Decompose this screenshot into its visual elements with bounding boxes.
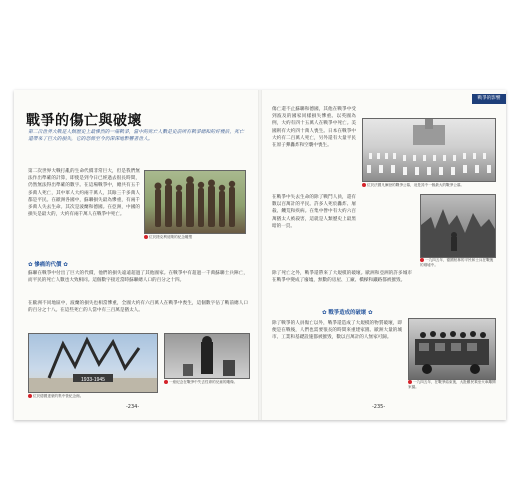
caption-bullet-icon	[362, 183, 366, 187]
star-icon: ✿	[28, 262, 35, 268]
body-paragraph-1: 第二次世界大戰打亂的生命代價非常巨大，但是我們無法作出準確的計算，即使是到今日已經過去很長時間，仍然無法得出準確的數字。在這場戰爭中，總共有五千多萬人死亡，其中軍人大約兩千萬人，其餘三千多萬人都是平民。在歐洲各國中，蘇聯損失最為慘重，有兩千多萬人失去生命。其次是波蘭和德國。在亞洲，中國的損失是最大的，大約有兩千萬人在戰爭中死亡。	[28, 169, 140, 218]
memorial-photo	[28, 333, 158, 393]
caption-train: 一九四五年，在戰爭結束後，大批難民乘坐火車離開家園。	[408, 380, 496, 389]
child-statue-photo	[164, 333, 250, 379]
caption-sculpture: 位於捷克利迪策的紀念雕塑	[144, 235, 246, 240]
cemetery-photo	[362, 118, 496, 182]
body-paragraph-2: 蘇聯在戰爭中付出了巨大的代價，他們的損失遠遠超過了其他國家。在戰爭中有超過一千萬蘇聯士兵陣亡，而平民的死亡人數也大致相同。這個數字接近當時蘇聯總人口的百分之十四。	[28, 271, 248, 284]
memorial-year-text: 1933-1945	[81, 377, 105, 383]
caption-cemetery: 位於法國凡爾登的戰爭公墓，這是其中一個最大的戰爭公墓。	[362, 183, 496, 188]
right-page-number: -235-	[372, 404, 386, 410]
left-page	[14, 90, 260, 420]
cemetery-image	[363, 119, 495, 181]
caption-bullet-icon	[144, 235, 148, 239]
section-heading-destruction: ✿ 戰爭造成的破壞 ✿	[322, 310, 373, 316]
caption-bullet-icon	[28, 394, 32, 398]
caption-memorial: 位於德國達豪的集中營紀念館。	[28, 394, 158, 399]
body-paragraph-r4: 除了戰爭的人員傷亡以外，戰爭還造成了大規模的物質破壞，即便是在戰後，人們也需要很長的時間來重建家園。歐洲大量的城市、工業和基礎設施都被摧毀，數以百萬計的人無家可歸。	[272, 321, 402, 341]
memorial-sculpture-image	[29, 334, 157, 392]
page-title: 戰爭的傷亡與破壞	[26, 113, 142, 129]
book-spread	[14, 90, 506, 420]
section-heading-cost: ✿ 慘痛的代價 ✿	[28, 262, 68, 268]
caption-bullet-icon	[408, 380, 412, 384]
body-paragraph-r1: 傷亡還不止蘇聯和德國，其他在戰爭中受到波及的國家同樣損失慘重。以英國為例，大約有四十五萬人在戰爭中死亡。美國則有大約四十萬人喪生。日本在戰爭中大約有二百萬人死亡，另外還有大量平民在原子彈轟炸和空襲中喪生。	[272, 107, 356, 149]
caption-statue: 一座紀念在戰爭中失去性命的兒童的雕像。	[164, 380, 250, 385]
statue-image	[165, 334, 249, 378]
left-page-number: -234-	[126, 404, 140, 410]
train-photo	[408, 318, 496, 380]
caption-ruins: 一九四五年，德國柏林的平民和士兵在戰後的廢墟中。	[420, 258, 494, 267]
body-paragraph-3: 在歐洲不同地區中，波蘭的損失也相當慘重，全國大約有六百萬人在戰爭中喪生，這個數字佔了戰前總人口的百分之十八。在這些死亡的人當中有三百萬是猶太人。	[28, 301, 248, 314]
body-paragraph-r2: 在戰爭中失去生命的除了戰鬥人員，還有數以百萬計的平民。許多人死於轟炸、屠殺、饑荒和疾病。在集中營中有大約六百萬猶太人被殺害，這就是人類歷史上最黑暗的一頁。	[272, 195, 356, 229]
star-icon: ✿	[61, 262, 68, 268]
star-icon: ✿	[322, 310, 329, 316]
sculpture-photo	[144, 170, 246, 234]
ruins-photo	[420, 194, 496, 258]
right-page	[260, 90, 506, 420]
chapter-tab: 戰爭的影響	[472, 94, 506, 104]
caption-bullet-icon	[420, 258, 424, 262]
star-icon: ✿	[366, 310, 373, 316]
ruins-image	[421, 195, 495, 257]
children-statues-image	[145, 171, 245, 233]
body-paragraph-r3: 除了死亡之外，戰爭還帶來了大規模的破壞。歐洲和亞洲的許多城市在戰爭中變成了廢墟，無數的房屋、工廠、橋樑和鐵路都被摧毀。	[272, 271, 412, 284]
intro-paragraph: 第二次世界大戰是人類歷史上最慘烈的一場戰爭，當中的死亡人數是史前所有戰爭總和的好幾倍，死亡還帶來了巨大的損失，它的恐怖至今仍深深地影響著世人。	[28, 130, 244, 142]
refugee-train-image	[409, 319, 495, 379]
caption-bullet-icon	[164, 380, 168, 384]
